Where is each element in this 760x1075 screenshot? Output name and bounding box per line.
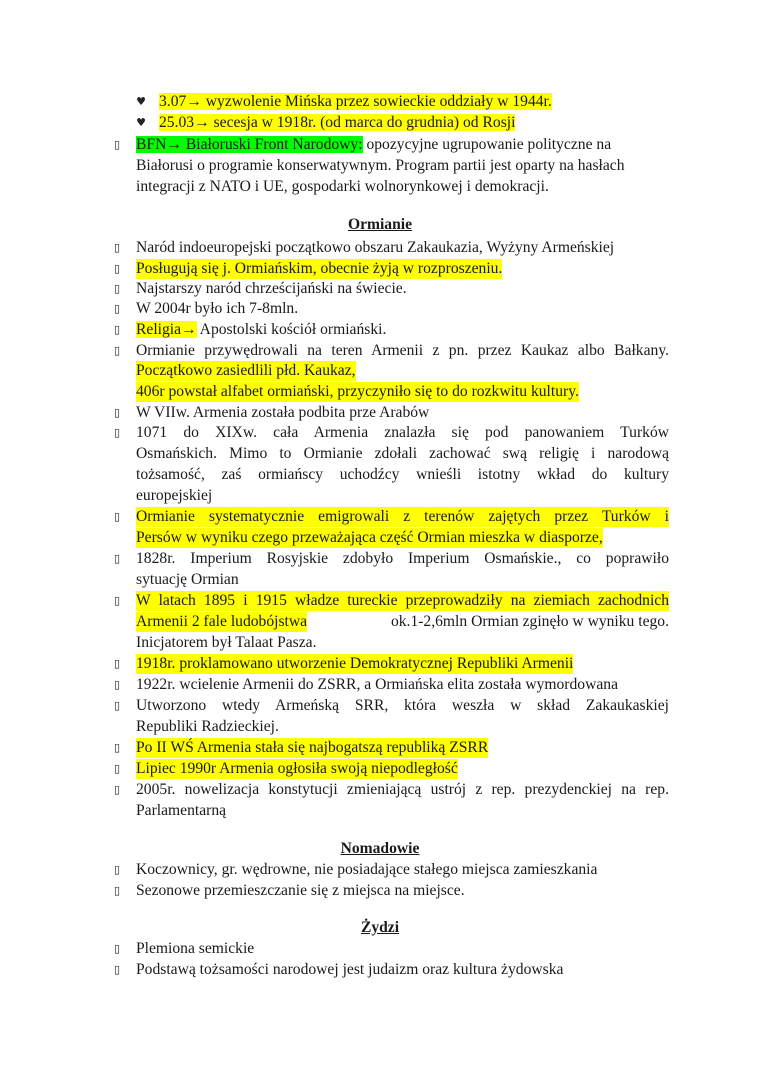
arrow-icon: → <box>186 93 202 110</box>
heart-bullet-icon: ♥ <box>136 95 146 108</box>
box-bullet-icon: ▯ <box>113 510 121 523</box>
arrow-icon: → <box>166 136 182 153</box>
box-bullet-icon: ▯ <box>113 942 121 955</box>
box-bullet-icon: ▯ <box>113 678 121 691</box>
box-bullet-icon: ▯ <box>113 323 121 336</box>
box-bullet-icon: ▯ <box>113 282 121 295</box>
highlighted-text: Religia→ <box>136 321 197 338</box>
box-bullet-icon: ▯ <box>113 762 121 775</box>
arrow-icon: → <box>194 114 210 131</box>
box-bullet-icon: ▯ <box>113 138 121 151</box>
box-bullet-icon: ▯ <box>113 657 121 670</box>
box-bullet-icon: ▯ <box>113 552 121 565</box>
box-bullet-icon: ▯ <box>113 302 121 315</box>
box-bullet-icon: ▯ <box>113 884 121 897</box>
box-bullet-icon: ▯ <box>113 426 121 439</box>
highlighted-text: BFN→ Białoruski Front Narodowy: <box>136 136 363 153</box>
box-bullet-icon: ▯ <box>113 406 121 419</box>
box-bullet-icon: ▯ <box>113 241 121 254</box>
box-bullet-icon: ▯ <box>113 963 121 976</box>
box-bullet-icon: ▯ <box>113 741 121 754</box>
section-heading-ormianie: Ormianie <box>347 216 413 233</box>
section-heading-zydzi: Żydzi <box>360 919 400 936</box>
box-bullet-icon: ▯ <box>113 344 121 357</box>
box-bullet-icon: ▯ <box>113 594 121 607</box>
highlighted-text: 3.07→ wyzwolenie Mińska przez sowieckie oddziały w 1944r. <box>159 93 552 110</box>
box-bullet-icon: ▯ <box>113 699 121 712</box>
arrow-icon: → <box>181 321 197 338</box>
box-bullet-icon: ▯ <box>113 783 121 796</box>
box-bullet-icon: ▯ <box>113 262 121 275</box>
heart-bullet-icon: ♥ <box>136 116 146 129</box>
section-heading-nomadowie: Nomadowie <box>340 840 420 857</box>
box-bullet-icon: ▯ <box>113 863 121 876</box>
document-page: ♥ 3.07→ wyzwolenie Mińska przez sowieckie oddziały w 1944r. ♥ 25.03→ secesja w 1918r. (od marca do grudnia) od Rosji ▯ BFN→ Białoruski Front Narodowy: opozycyjne ugrupowanie polityczne na Białorusi o programie konserwatywnym. Program partii jest oparty na hasłach integracji z NATO i UE, gospodarki wolnorynkowej i demokracji. Ormianie ▯ Naród indoeuropejski początkowo obszaru Zakaukazia, Wyżyny Armeńskiej ▯ Posługują się j. Ormiańskim, obecnie żyją w rozproszeniu. ▯ Najstarszy naród chrześcijański na świecie. ▯ W 2004r było ich 7-8mln. ▯ Religia→ Apostolski kościół ormiański. ▯ Ormianie przywędrowali na teren Armenii z pn. przez Kaukaz albo Bałkany. Początkowo zasiedlili płd. Kaukaz, 406r powstał alfabet ormiański, przyczyniło się to do rozkwitu kultury. ▯ W VIIw. Armenia została podbita prze Arabów ▯ 1071 do XIXw. cała Armenia znalazła się pod panowaniem Turków Osmańskich. Mimo to Ormianie zdołali zachować swą religię i narodową tożsamość, zaś ormiańscy uchodźcy wnieśli istotny wkład do kultury europejskiej ▯ Ormianie systematycznie emigrowali z terenów zajętych przez Turków i Persów w wyniku czego przeważająca część Ormian mieszka w diasporze, ▯ 1828r. Imperium Rosyjskie zdobyło Imperium Osmańskie., co poprawiło sytuację Ormian ▯ W latach 1895 i 1915 władze tureckie przeprowadziły na ziemiach zachodnich Armenii 2 fale ludobójstwa ok.1-2,6mln Ormian zginęło w wyniku tego. Inicjatorem był Talaat Pasza. ▯ 1918r. proklamowano utworzenie Demokratycznej Republiki Armenii ▯ 1922r. wcielenie Armenii do ZSRR, a Ormiańska elita została wymordowana ▯ Utworzono wtedy Armeńską SRR, która weszła w skład Zakaukaskiej Republiki Radzieckiej. ▯ Po II WŚ Armenia stała się najbogatszą republiką ZSRR ▯ Lipiec 1990r Armenia ogłosiła swoją niepodległość ▯ 2005r. nowelizacja konstytucji zmieniającą ustrój z rep. prezydenckiej na rep. Parlamentarną Nomadowie ▯ Koczownicy, gr. wędrowne, nie posiadające stałego miejsca zamieszkania ▯ Sezonowe przemieszczanie się z miejsca na miejsce. Żydzi ▯ Plemiona semickie ▯ Podstawą tożsamości narodowej jest judaizm oraz kultura żydowska <box>0 0 760 1075</box>
highlighted-text: 25.03→ secesja w 1918r. (od marca do grudnia) od Rosji <box>159 114 516 131</box>
